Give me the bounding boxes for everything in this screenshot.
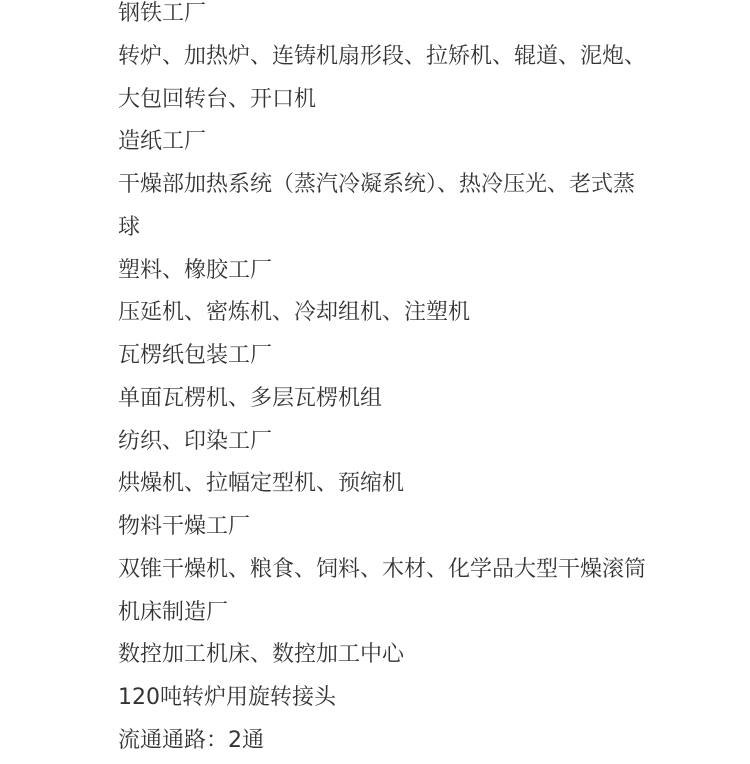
document-body [118,0,718,763]
text-line-drying-equipment: 双锥干燥机、粮食、饲料、木材、化学品大型干燥滚筒 [118,556,647,582]
text-line-paper-plant-equipment: 干燥部加热系统（蒸汽冷凝系统）、热冷压光、老式蒸 [118,172,636,197]
text-line-machine-tool-heading: 机床制造厂 [118,599,229,625]
text-line-plastic-rubber-heading: 塑料、橡胶工厂 [118,257,273,283]
text-line-steel-plant-equipment-cont: 大包回转台、开口机 [118,86,317,112]
text-line-plastic-rubber-equipment: 压延机、密炼机、冷却组机、注塑机 [118,300,471,326]
text-line-corrugated-heading: 瓦楞纸包装工厂 [118,343,273,368]
text-line-corrugated-equipment: 单面瓦楞机、多层瓦楞机组 [118,385,383,411]
text-line-paper-plant-equipment-cont: 球 [118,214,141,240]
text-line-steel-plant-heading: 钢铁工厂 [118,1,207,26]
text-line-textile-equipment: 烘燥机、拉幅定型机、预缩机 [118,471,405,497]
text-line-drying-heading: 物料干燥工厂 [118,514,251,539]
text-line-flow-passage-spec: 流通通路：2通 [118,727,264,753]
text-line-rotary-joint-spec: 120吨转炉用旋转接头 [118,685,336,710]
text-line-machine-tool-equipment: 数控加工机床、数控加工中心 [118,642,405,668]
text-line-textile-heading: 纺织、印染工厂 [118,428,273,454]
text-line-paper-plant-heading: 造纸工厂 [118,129,207,155]
text-line-steel-plant-equipment: 转炉、加热炉、连铸机扇形段、拉矫机、辊道、泥炮、 [118,43,647,69]
